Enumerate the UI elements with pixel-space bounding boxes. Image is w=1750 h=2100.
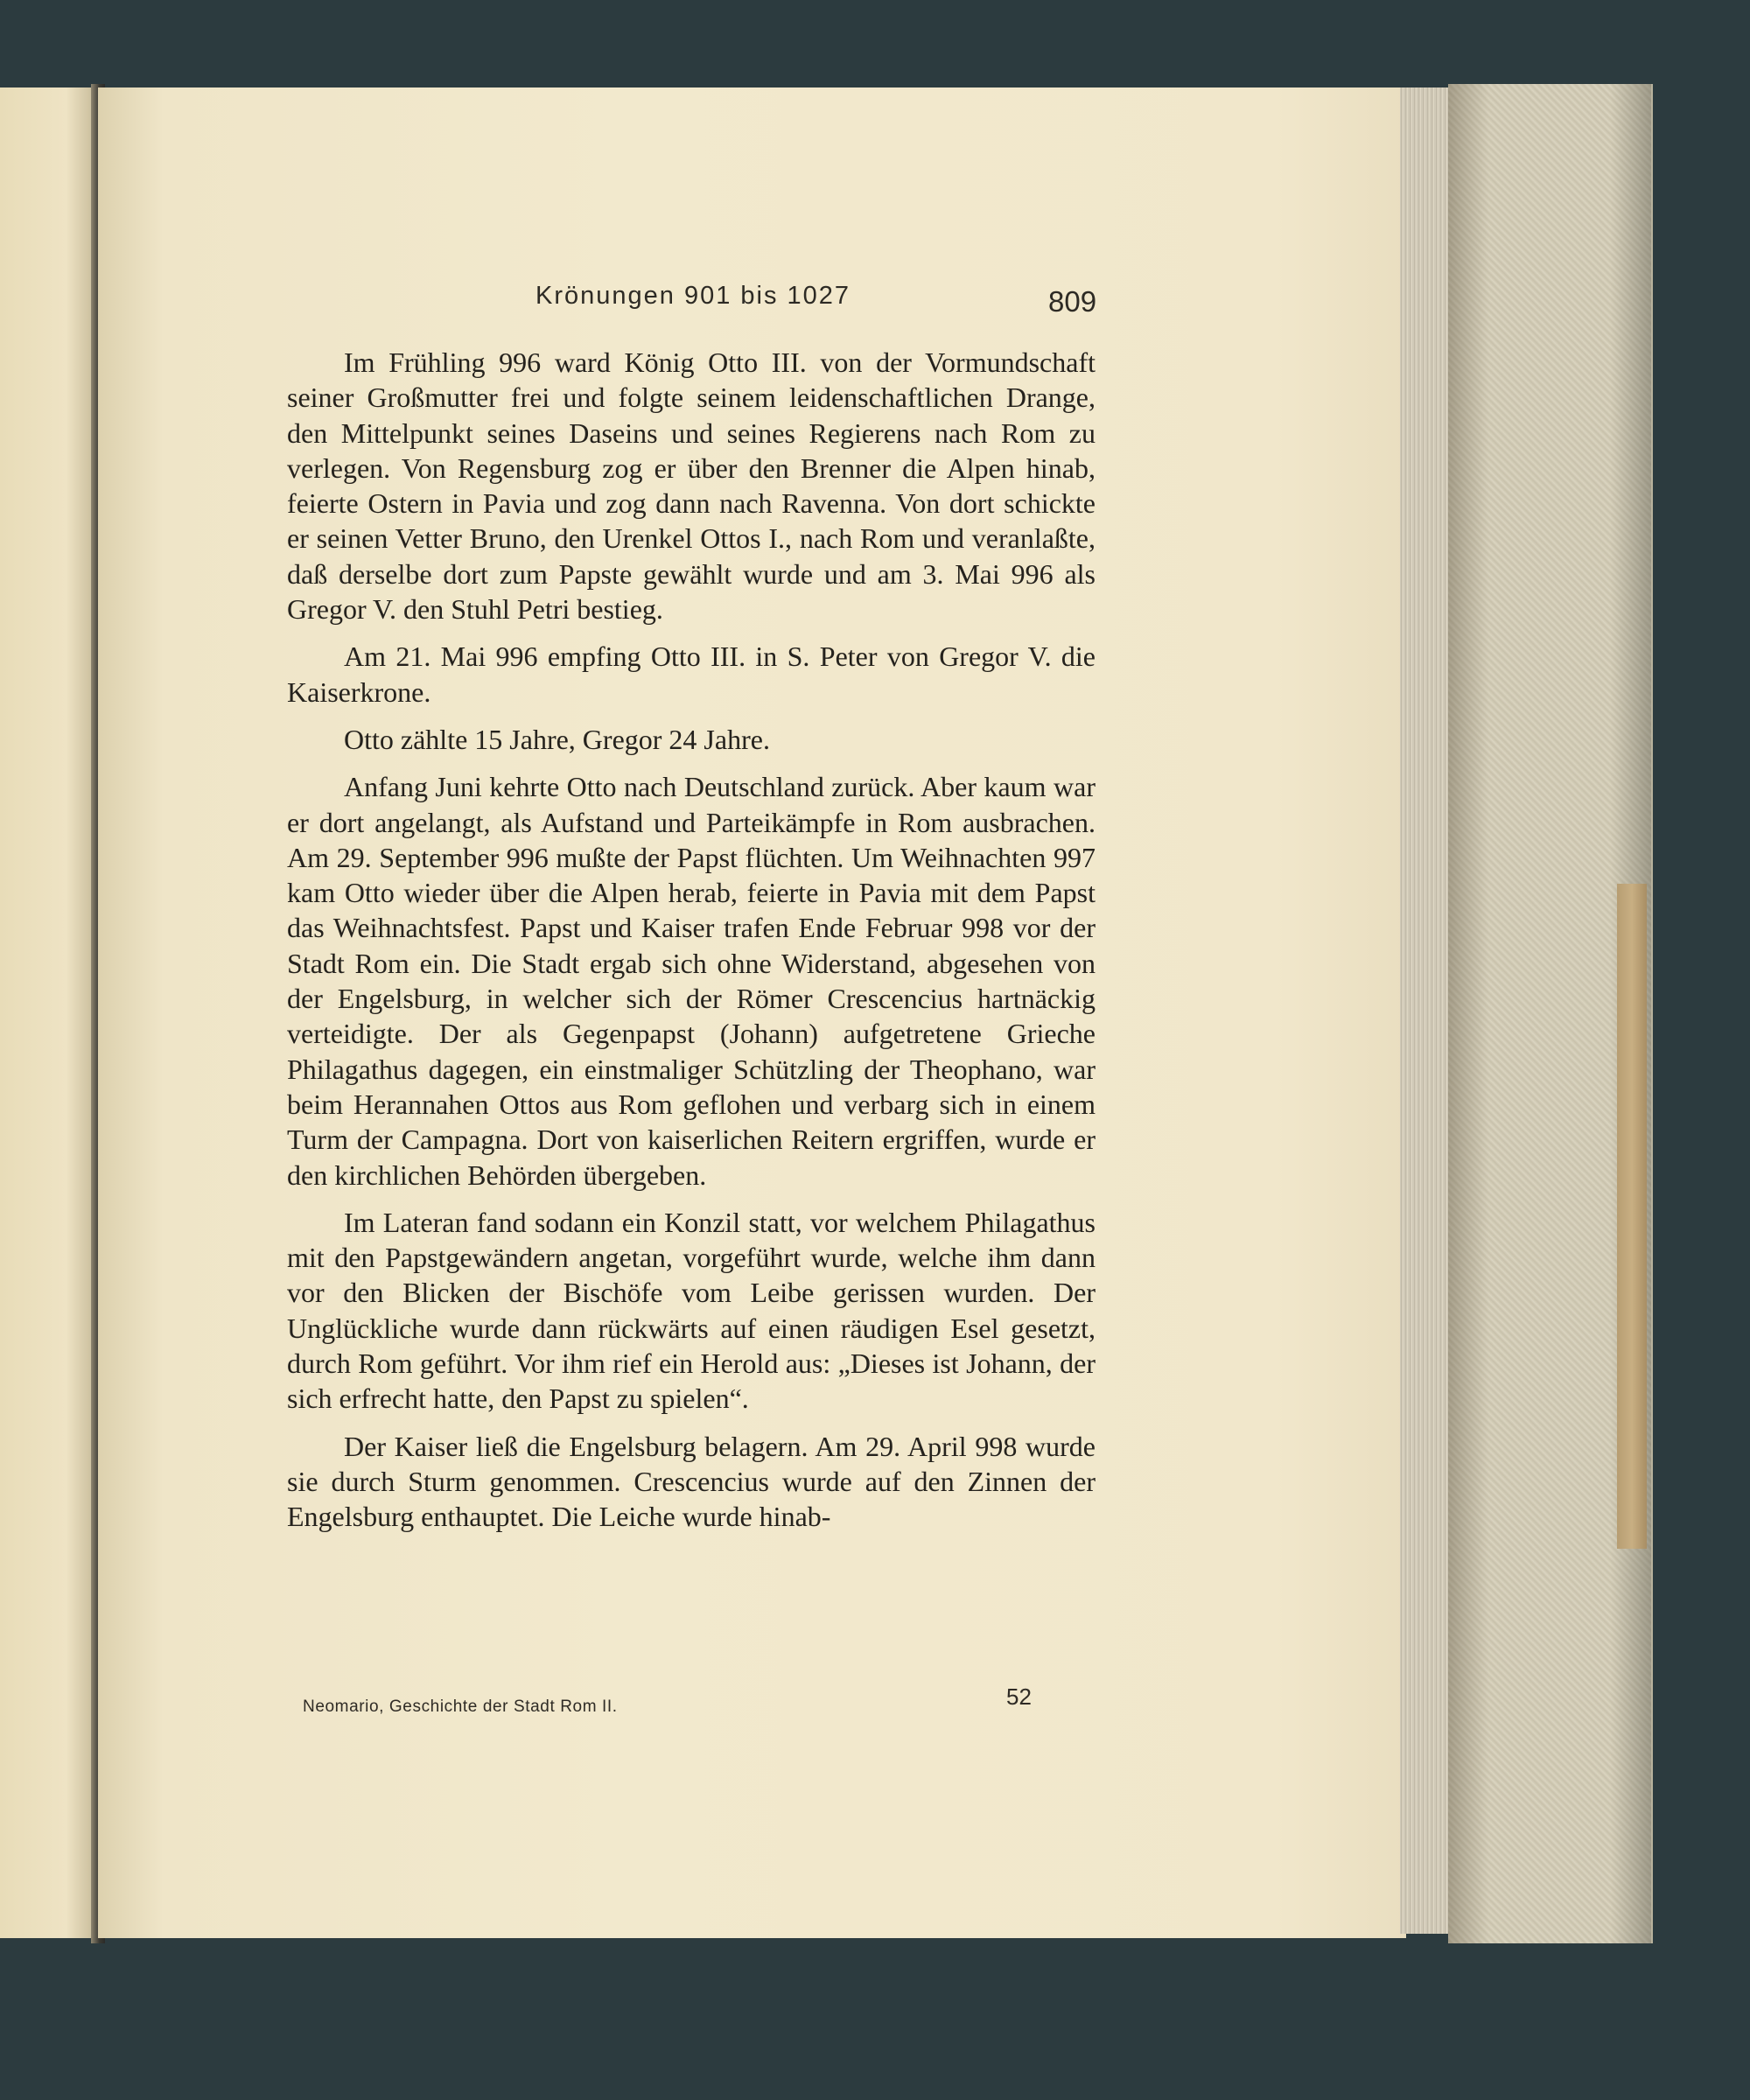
paragraph: Im Lateran fand sodann ein Konzil statt, vor welchem Philagathus mit den Papstgewändern angetan, vorgeführt wurde, welche ihm dann vor den Blicken der Bischöfe vom Leibe gerissen wurden. Der Unglückliche wurde dann rückwärts auf einen räudigen Esel gesetzt, durch Rom geführt. Vor ihm rief ein Herold aus: „Dieses ist Johann, der sich erfrecht hatte, den Papst zu spielen“.	[287, 1206, 1096, 1415]
spine-label	[1617, 884, 1647, 1549]
signature-mark: 52	[1006, 1684, 1032, 1710]
page-number: 809	[1048, 285, 1097, 318]
paragraph: Anfang Juni kehrte Otto nach Deutschland zurück. Aber kaum war er dort angelangt, als Aufstand und Parteikämpfe in Rom ausbrachen. Am 29. September 996 mußte der Papst flüchten. Um Weihnachten 997 kam Otto wieder über die Alpen herab, feierte in Pavia mit dem Papst das Weihnachtsfest. Papst und Kaiser trafen Ende Februar 998 vor der Stadt Rom ein. Die Stadt ergab sich ohne Widerstand, abgesehen von der Engelsburg, in welcher sich der Römer Crescencius hartnäckig verteidigte. Der als Gegenpapst (Johann) aufgetretene Grieche Philagathus dagegen, ein einstmaliger Schützling der Theophano, war beim Herannahen Ottos aus Rom geflohen und verbarg sich in einem Turm der Campagna. Dort von kaiserlichen Reitern ergriffen, wurde er den kirchlichen Behörden übergeben.	[287, 771, 1096, 1191]
paragraph: Otto zählte 15 Jahre, Gregor 24 Jahre.	[344, 723, 770, 755]
paragraph: Im Frühling 996 ward König Otto III. von der Vormundschaft seiner Großmutter frei und folgte seinem leidenschaftlichen Drange, den Mittelpunkt seines Daseins und seines Regierens nach Rom zu verlegen. Von Regensburg zog er über den Brenner die Alpen hinab, feierte Ostern in Pavia und zog dann nach Ravenna. Von dort schickte er seinen Vetter Bruno, den Urenkel Ottos I., nach Rom und veranlaßte, daß derselbe dort zum Papste gewählt wurde und am 3. Mai 996 als Gregor V. den Stuhl Petri bestieg.	[287, 346, 1096, 626]
paragraph: Am 21. Mai 996 empfing Otto III. in S. Peter von Gregor V. die Kaiserkrone.	[287, 640, 1096, 708]
left-page-edge	[0, 88, 94, 1938]
footer-book-title: Neomario, Geschichte der Stadt Rom II.	[303, 1698, 618, 1716]
paragraph: Der Kaiser ließ die Engelsburg belagern. Am 29. April 998 wurde sie durch Sturm genommen. Crescencius wurde auf den Zinnen der Engelsburg enthauptet. Die Leiche wurde hinab-	[287, 1430, 1096, 1533]
page-header	[0, 282, 1750, 326]
page-footer	[0, 1673, 1750, 1717]
body-text	[287, 345, 1096, 1547]
running-title: Krönungen 901 bis 1027	[536, 282, 851, 310]
